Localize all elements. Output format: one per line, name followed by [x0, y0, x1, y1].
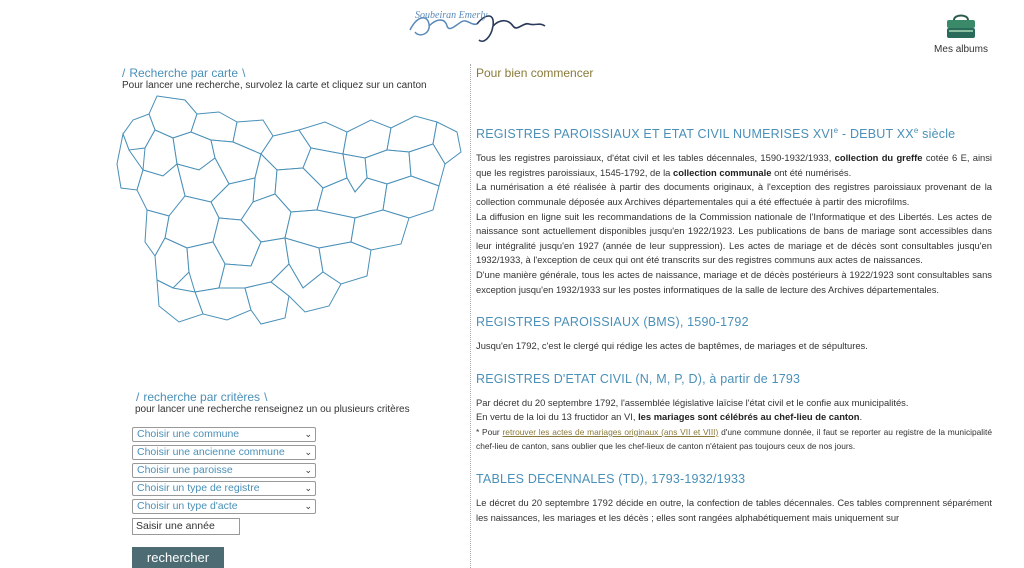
search-button[interactable]: rechercher — [132, 547, 224, 568]
chevron-down-icon: ⌄ — [304, 447, 312, 457]
column-divider — [470, 64, 471, 568]
signature-text: Soubeiran Emerly — [415, 10, 488, 21]
paragraph: Jusqu'en 1792, c'est le clergé qui rédige les actes de baptêmes, de mariages et de sépultures. — [476, 340, 868, 352]
paragraph: Par décret du 20 septembre 1792, l'assemblée législative laïcise l'état civil et le confie aux municipalités. En vertu de la loi du 13 fructidor an VI, les mariages sont célébrés au chef-lieu de canton. — [476, 396, 909, 423]
criteria-form — [132, 427, 316, 535]
section-paroissiaux — [476, 315, 992, 354]
paragraph: Tous les registres paroissiaux, d'état civil et les tables décennales, 1590-1932/1933, collection du greffe cotée 6 E, ainsi que les registres paroissiaux, 1545-1792, de la collection communale ont été numérisés. La numérisation a été réalisée à partir des documents originaux, à l'exception des registres paroissiaux provenant de la collection communale déposée aux Archives départementales qui a été effectuée à partir des microfilms. La diffusion en ligne suit les recommandations de la Commission nationale de l'Informatique et des Libertés. Les actes de naissance sont actuellement disponibles jusqu'en 1922/1923. Les publications de bans de mariage sont accessibles dans leur intégralité jusqu'en 1927 (année de leur suppression). Les actes de mariage et de décès sont consultables jusqu'en 1932/1933, à l'exception de ceux qui ont été transcrits sur des registres communs aux actes de naissances. D'une manière générale, tous les actes de naissance, mariage et de décès postérieurs à 1922/1923 sont consultables sans exception jusqu'en 1932/1933 sur les postes informatiques de la salle de lecture des Archives départementales. — [476, 152, 993, 295]
section-etat-civil — [476, 372, 992, 454]
section-tables — [476, 472, 992, 525]
map-search-subtitle: Pour lancer une recherche, survolez la carte et cliquez sur un canton — [122, 80, 427, 91]
criteria-search-subtitle: pour lancer une recherche renseignez un ou plusieurs critères — [135, 404, 410, 415]
albums-link[interactable] — [926, 12, 996, 55]
paragraph: Le décret du 20 septembre 1792 décide en outre, la confection de tables décennales. Ces tables comprennent séparément les naissances, les mariages et les décès ; elles sont rangées alphabétiquement mais uniquement sur — [476, 497, 992, 523]
ancienne-commune-select[interactable]: Choisir une ancienne commune ⌄ — [132, 445, 316, 460]
canton-map[interactable] — [115, 92, 465, 332]
map-search-title: / Recherche par carte \ — [122, 66, 246, 80]
section-title: TABLES DECENNALES (TD), 1793-1932/1933 — [476, 472, 746, 487]
registre-type-select[interactable]: Choisir un type de registre ⌄ — [132, 481, 316, 496]
search-panel — [0, 0, 468, 568]
chevron-down-icon: ⌄ — [304, 501, 312, 511]
section-numerises — [476, 126, 992, 297]
albums-label: Mes albums — [934, 44, 988, 55]
mariages-originaux-link[interactable]: retrouver les actes de mariages originaux (ans VII et VIII) — [502, 426, 719, 437]
acte-type-select[interactable]: Choisir un type d'acte ⌄ — [132, 499, 316, 514]
albums-icon — [944, 12, 978, 42]
note-paragraph: * Pour retrouver les actes de mariages originaux (ans VII et VIII) d'une commune donnée, il faut se reporter au registre de la municipalité chef-lieu de canton, sans oublier que les chef-lieux de canton n'étaient pas toujours ceux de nos jours. — [476, 426, 993, 452]
chevron-down-icon: ⌄ — [304, 465, 312, 475]
section-title: REGISTRES PAROISSIAUX (BMS), 1590-1792 — [476, 315, 749, 330]
canton-region — [195, 288, 251, 320]
section-title: REGISTRES D'ETAT CIVIL (N, M, P, D), à partir de 1793 — [476, 371, 801, 386]
criteria-search-title: / recherche par critères \ — [136, 390, 268, 404]
commune-select[interactable]: Choisir une commune ⌄ — [132, 427, 316, 442]
paroisse-select[interactable]: Choisir une paroisse ⌄ — [132, 463, 316, 478]
chevron-down-icon: ⌄ — [304, 483, 312, 493]
section-title: REGISTRES PAROISSIAUX ET ETAT CIVIL NUMERISES XVIe - DEBUT XXe siècle — [476, 126, 956, 142]
year-input[interactable]: Saisir une année — [132, 518, 240, 535]
intro-heading: Pour bien commencer — [476, 66, 594, 80]
chevron-down-icon: ⌄ — [304, 429, 312, 439]
content-panel — [476, 66, 992, 543]
